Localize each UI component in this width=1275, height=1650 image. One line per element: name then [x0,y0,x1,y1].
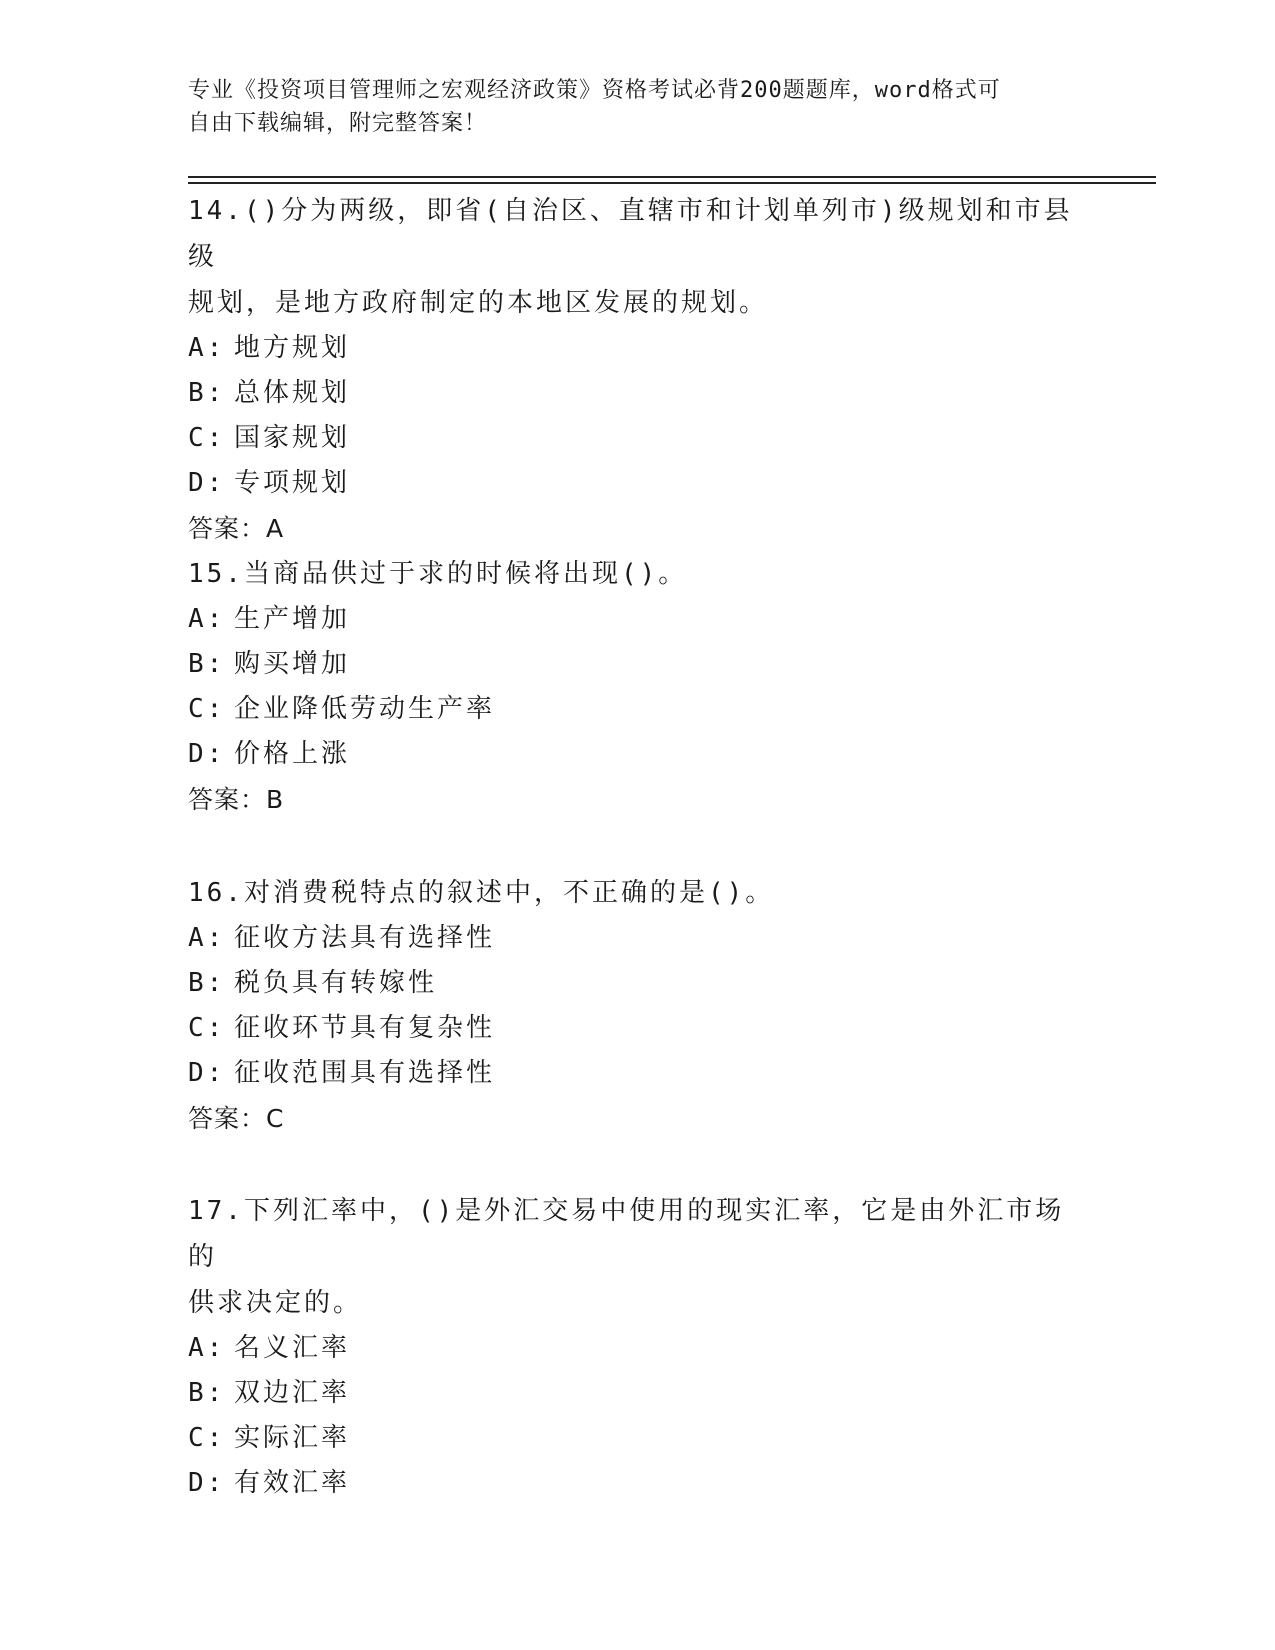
option-text: 征收范围具有选择性 [234,1058,496,1088]
option-text: 总体规划 [234,378,351,408]
option-a [188,1326,1088,1371]
question-stem-line-2: 供求决定的。 [188,1288,363,1318]
option-text: 购买增加 [234,649,351,679]
question-stem-line-1: 17.下列汇率中，()是外汇交易中使用的现实汇率，它是由外汇市场的 [188,1196,1065,1272]
option-d [188,732,1088,777]
answer: 答案：A [188,514,285,543]
option-key: D: [188,468,226,498]
document-header [188,74,1068,140]
question-stem-line-1: 14.()分为两级，即省(自治区、直辖市和计划单列市)级规划和市县级 [188,196,1073,272]
option-c [188,687,1088,732]
option-text: 实际汇率 [234,1423,351,1453]
option-c [188,1416,1088,1461]
option-key: A: [188,604,226,634]
option-key: C: [188,1423,226,1453]
option-text: 国家规划 [234,423,351,453]
option-a [188,916,1088,961]
option-d [188,1051,1088,1096]
option-text: 价格上涨 [234,739,351,769]
question-stem [188,870,1088,916]
option-b [188,642,1088,687]
option-key: D: [188,1468,226,1498]
option-text: 企业降低劳动生产率 [234,694,496,724]
question-stem-line-2: 规划，是地方政府制定的本地区发展的规划。 [188,288,769,318]
option-key: D: [188,739,226,769]
option-key: B: [188,1378,226,1408]
option-key: B: [188,968,226,998]
answer: 答案：C [188,1104,285,1133]
option-key: C: [188,1013,226,1043]
option-d [188,461,1088,506]
option-key: D: [188,1058,226,1088]
option-text: 有效汇率 [234,1468,351,1498]
option-key: A: [188,333,226,363]
option-text: 征收环节具有复杂性 [234,1013,496,1043]
option-text: 生产增加 [234,604,351,634]
option-key: C: [188,423,226,453]
header-divider-top [188,176,1156,178]
question-stem-line-1: 15.当商品供过于求的时候将出现()。 [188,559,688,589]
header-line-1: 专业《投资项目管理师之宏观经济政策》资格考试必背200题题库，word格式可 [188,78,1001,103]
answer: 答案：B [188,785,285,814]
option-key: B: [188,378,226,408]
option-d [188,1461,1088,1506]
header-divider-bottom [188,182,1156,184]
question-stem [188,188,1088,326]
option-text: 名义汇率 [234,1333,351,1363]
option-key: A: [188,923,226,953]
option-b [188,961,1088,1006]
question-15 [188,551,1088,823]
option-a [188,597,1088,642]
header-line-2: 自由下载编辑，附完整答案！ [188,111,488,136]
option-key: A: [188,1333,226,1363]
question-stem [188,551,1088,597]
question-14 [188,188,1088,552]
option-a [188,326,1088,371]
option-key: B: [188,649,226,679]
option-c [188,1006,1088,1051]
question-16 [188,870,1088,1142]
option-text: 税负具有转嫁性 [234,968,438,998]
option-text: 地方规划 [234,333,351,363]
option-text: 专项规划 [234,468,351,498]
question-stem-line-1: 16.对消费税特点的叙述中，不正确的是()。 [188,878,775,908]
question-stem [188,1188,1088,1326]
option-text: 征收方法具有选择性 [234,923,496,953]
option-c [188,416,1088,461]
option-key: C: [188,694,226,724]
question-17 [188,1188,1088,1506]
option-b [188,1371,1088,1416]
option-b [188,371,1088,416]
option-text: 双边汇率 [234,1378,351,1408]
